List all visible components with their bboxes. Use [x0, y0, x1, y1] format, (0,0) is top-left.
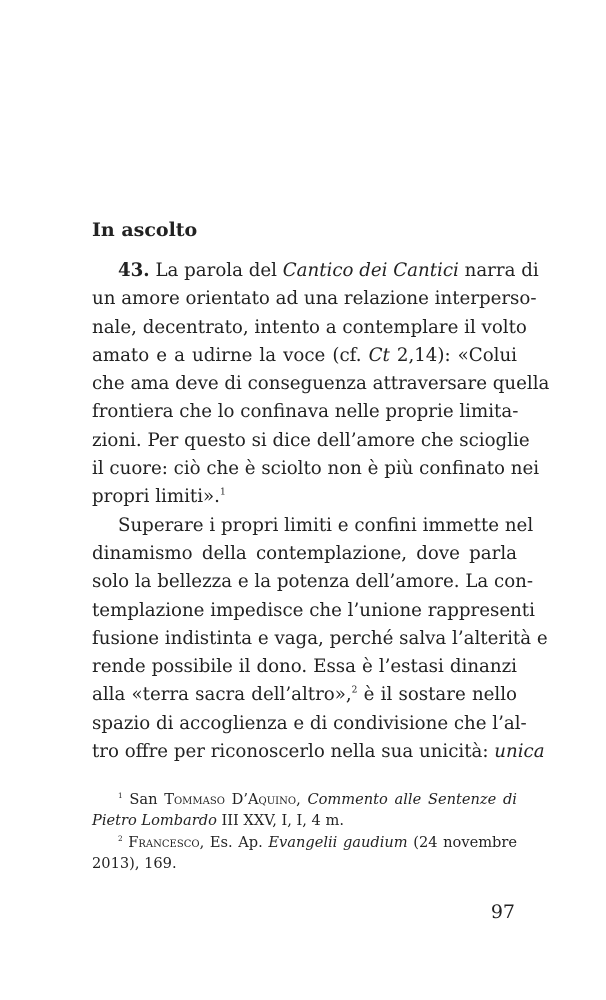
text-line [92, 653, 517, 681]
text-run: il cuore: ciò che è sciolto non è più confinato nei [92, 458, 540, 480]
footnote-line [92, 853, 517, 874]
text-line [92, 314, 527, 342]
text-run: III XXV, I, I, 4 m. [216, 812, 344, 830]
text-run: Cantico dei Cantici [282, 260, 459, 281]
text-line [92, 681, 517, 709]
footnotes [92, 789, 517, 874]
text-run: unica [494, 741, 545, 763]
footnote-line [92, 810, 517, 831]
footnote-ref: 2 [351, 686, 358, 697]
text-run: Commento alle Sentenze di [307, 791, 517, 808]
text-line [92, 625, 548, 653]
text-run: zioni. Per questo si dice dell’amore che scioglie [92, 429, 530, 451]
text-run: San [122, 791, 165, 808]
footnote-line [92, 832, 517, 853]
text-line [92, 710, 527, 738]
text-line [92, 398, 517, 426]
text-run: , Es. Ap. [199, 833, 269, 851]
text-line [92, 285, 537, 313]
text-run: fusione indistinta e vaga, perché salva l’alterità e [92, 627, 548, 649]
text-line [92, 427, 530, 455]
footnote-ref: 1 [219, 488, 226, 499]
footnote-ref: 1 [118, 791, 123, 801]
text-run: , [296, 791, 308, 808]
text-line [92, 568, 534, 596]
text-run: 2,14): «Colui [389, 344, 518, 366]
text-run: Ct [368, 344, 390, 366]
text-run: 2013), 169. [92, 854, 177, 872]
text-run: nale, decentrato, intento a contemplare il volto [92, 316, 527, 338]
text-run: amato e a udirne la voce (cf. [92, 344, 369, 366]
text-line [92, 540, 517, 568]
text-run: 43. [118, 260, 150, 281]
text-run: propri limiti». [92, 486, 220, 508]
footnote-line [92, 789, 517, 810]
text-run: Evangelii gaudium [268, 833, 408, 851]
text-run: Tommaso D’Aquino [164, 791, 297, 808]
text-run: La parola del [149, 260, 283, 281]
text-line [92, 370, 550, 398]
text-run: narra di [458, 260, 539, 281]
text-run: rende possibile il dono. Essa è l’estasi dinanzi [92, 656, 517, 678]
text-run: Francesco [128, 833, 200, 851]
text-run: Pietro Lombardo [92, 812, 217, 830]
text-line [92, 483, 517, 511]
body-text [92, 257, 550, 766]
text-run: solo la bellezza e la potenza dell’amore. La con- [92, 571, 534, 593]
text-run: dinamismo della contemplazione, dove parla [92, 542, 517, 564]
text-run: spazio di accoglienza e di condivisione che l’al- [92, 712, 527, 734]
text-run: Superare i propri limiti e confini immette nel [118, 514, 534, 536]
text-line [92, 597, 535, 625]
text-run: è il sostare nello [357, 684, 518, 706]
footnote-ref: 2 [118, 833, 123, 843]
text-line [92, 257, 539, 285]
text-run: tro offre per riconoscerlo nella sua unicità: [92, 741, 495, 763]
text-run: che ama deve di conseguenza attraversare quella [92, 373, 550, 395]
text-line [92, 512, 534, 540]
section-title: In ascolto [92, 219, 198, 241]
text-line [92, 738, 545, 766]
text-run: templazione impedisce che l’unione rappresenti [92, 599, 535, 621]
text-run: (24 novembre [407, 833, 518, 851]
page-number: 97 [490, 901, 515, 923]
text-line [92, 342, 517, 370]
text-run: alla «terra sacra dell’altro», [92, 684, 352, 706]
text-run: frontiera che lo confinava nelle proprie limita- [92, 401, 519, 423]
text-line [92, 455, 540, 483]
text-run: un amore orientato ad una relazione interperso- [92, 288, 537, 310]
